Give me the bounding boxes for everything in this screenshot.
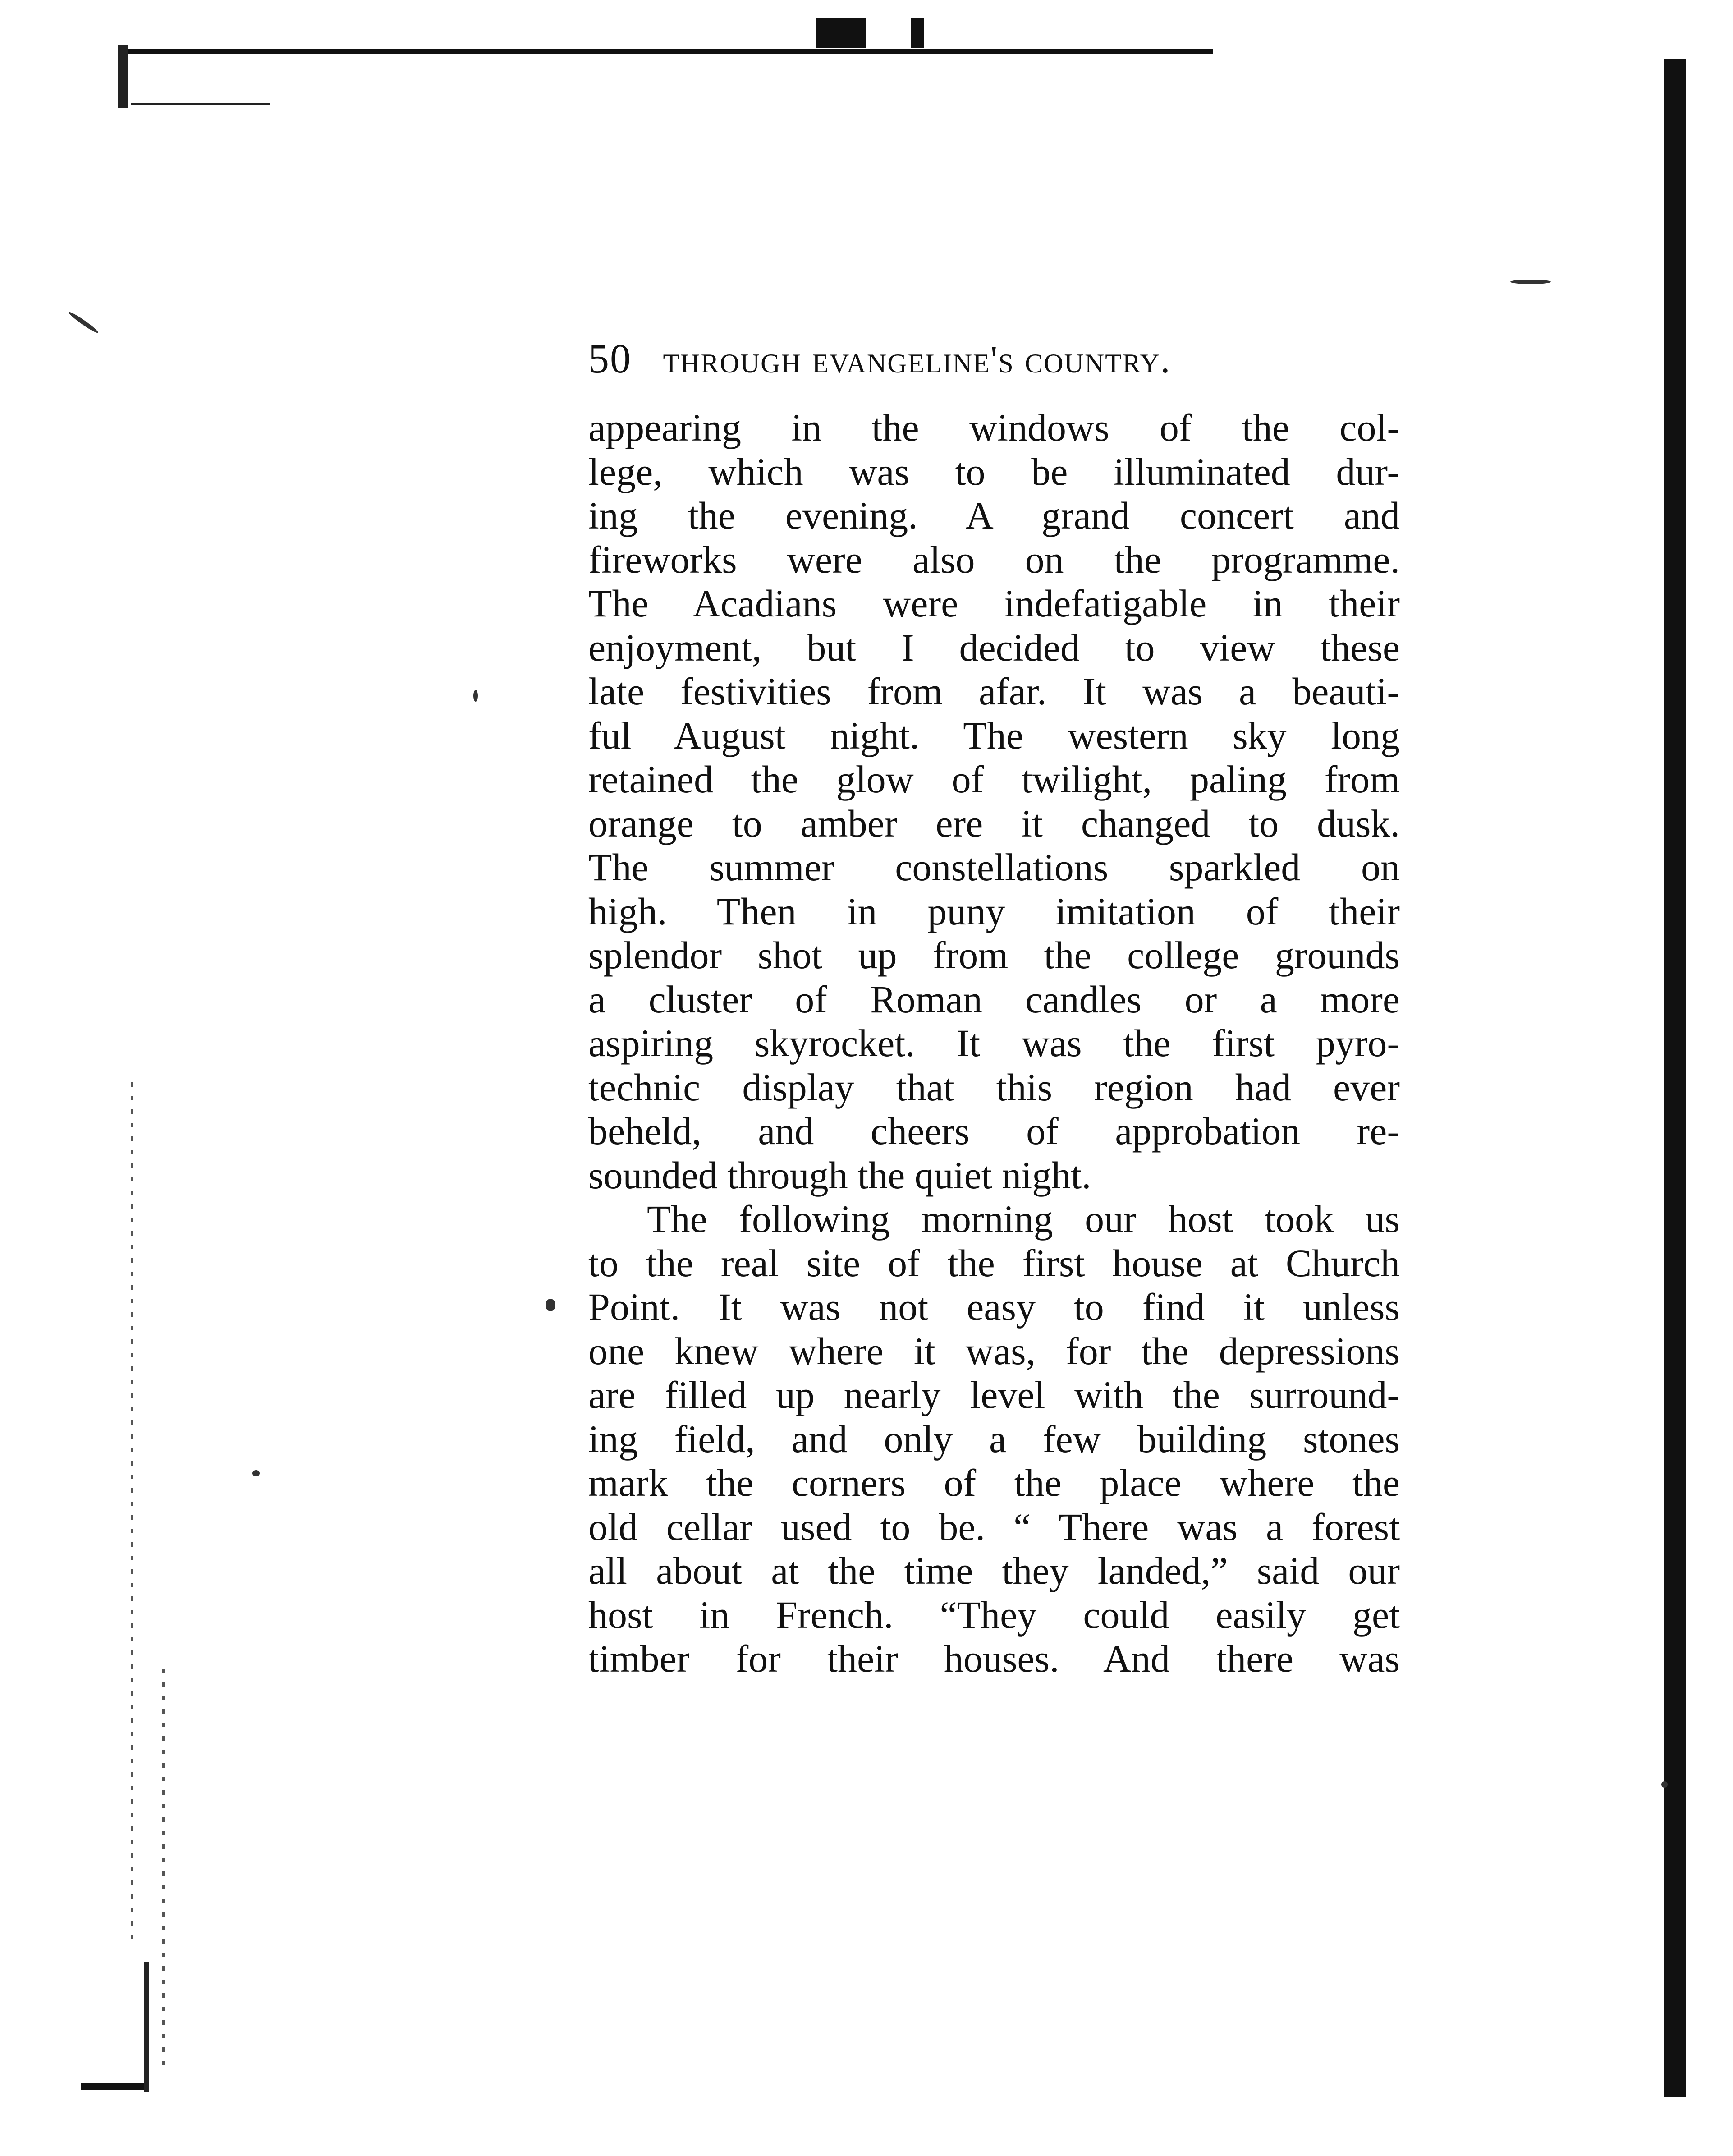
text-line: aspiring skyrocket. It was the first pyro-	[588, 1021, 1400, 1065]
text-line: ful August night. The western sky long	[588, 713, 1400, 757]
text-line: technic display that this region had ever	[588, 1065, 1400, 1109]
page-number: 50	[588, 336, 632, 382]
text-line: Point. It was not easy to find it unless	[588, 1285, 1400, 1329]
scan-mark	[911, 18, 924, 48]
text-line: splendor shot up from the college grounds	[588, 933, 1400, 977]
scan-edge-bracket	[118, 45, 128, 108]
scan-noise	[162, 1669, 165, 2074]
text-line: enjoyment, but I decided to view these	[588, 625, 1400, 669]
scan-edge-right	[1664, 59, 1686, 2097]
text-line: one knew where it was, for the depressions	[588, 1329, 1400, 1373]
text-line: ing field, and only a few building stones	[588, 1417, 1400, 1461]
text-line: late festivities from afar. It was a beauti-	[588, 670, 1400, 713]
text-line: to the real site of the first house at Church	[588, 1241, 1400, 1285]
running-head-title: through evangeline's country.	[663, 338, 1171, 381]
scan-noise	[131, 1082, 133, 1939]
text-line: timber for their houses. And there was	[588, 1637, 1400, 1680]
text-line: host in French. “They could easily get	[588, 1593, 1400, 1637]
text-line: fireworks were also on the programme.	[588, 538, 1400, 581]
text-line: mark the corners of the place where the	[588, 1461, 1400, 1504]
paragraph-2	[588, 1197, 1400, 1681]
text-line: lege, which was to be illuminated dur-	[588, 450, 1400, 493]
scan-edge-rule	[131, 103, 270, 105]
text-line: old cellar used to be. “ There was a forest	[588, 1505, 1400, 1549]
text-line: are filled up nearly level with the surround-	[588, 1373, 1400, 1416]
scan-speck	[1661, 1781, 1668, 1788]
text-line: beheld, and cheers of approbation re-	[588, 1109, 1400, 1153]
scan-edge-left	[144, 1962, 149, 2092]
text-line: all about at the time they landed,” said our	[588, 1549, 1400, 1592]
scan-speck	[1510, 280, 1551, 284]
text-line: The following morning our host took us	[647, 1197, 1400, 1241]
text-line: sounded through the quiet night.	[588, 1153, 1091, 1197]
scan-speck	[252, 1470, 260, 1476]
text-line: retained the glow of twilight, paling from	[588, 758, 1400, 801]
running-header	[588, 331, 1400, 386]
body-text	[588, 406, 1400, 1681]
text-line: The Acadians were indefatigable in their	[588, 582, 1400, 625]
text-line: The summer constellations sparkled on	[588, 846, 1400, 889]
scan-edge-top	[122, 49, 1213, 54]
text-line: orange to amber ere it changed to dusk.	[588, 801, 1400, 845]
text-line: appearing in the windows of the col-	[588, 406, 1400, 449]
paragraph-1	[588, 406, 1400, 1197]
text-line: ing the evening. A grand concert and	[588, 494, 1400, 537]
text-line: a cluster of Roman candles or a more	[588, 977, 1400, 1021]
scan-speck	[67, 310, 99, 335]
scan-speck	[546, 1299, 555, 1311]
scan-edge-bottom	[81, 2083, 149, 2090]
scan-speck	[473, 690, 478, 702]
text-line: high. Then in puny imitation of their	[588, 889, 1400, 933]
scan-mark	[816, 18, 866, 48]
